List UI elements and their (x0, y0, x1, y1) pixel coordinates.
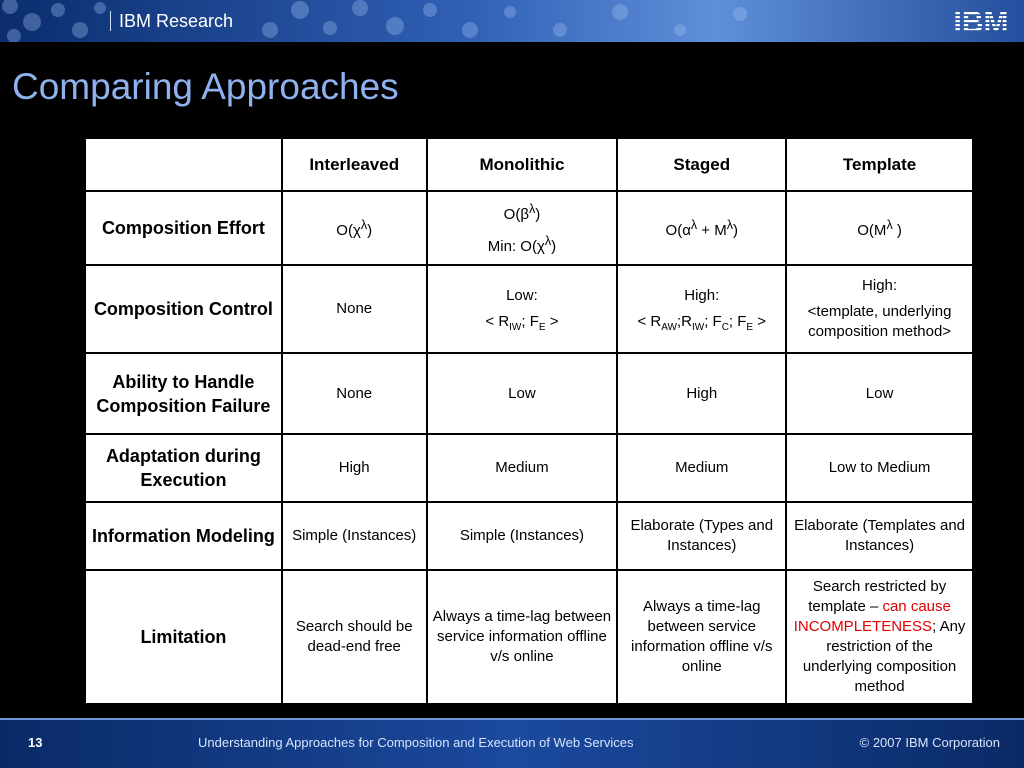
corner-header (85, 138, 282, 191)
table-cell: Simple (Instances) (427, 502, 618, 570)
table-row (85, 353, 973, 434)
cell-line: High: (862, 277, 898, 294)
footer-note: Understanding Approaches for Composition and Execution of Web Services (198, 735, 634, 750)
table-row (85, 570, 973, 704)
table-cell: Elaborate (Types and Instances) (617, 502, 786, 570)
table-cell: Low (786, 353, 973, 434)
table-cell: High (282, 434, 427, 502)
table-cell: $O(\chi^\lambda)$ (282, 191, 427, 265)
cell-line: < $R_{AW};R_{IW}$; $F_C$; $F_E$ > (637, 313, 767, 333)
column-header-monolithic: Monolithic (427, 138, 618, 191)
table-cell (427, 265, 618, 353)
table-row (85, 191, 973, 265)
cell-line: <template, underlying composition method> (807, 303, 952, 340)
table-cell: Always a time-lag between service information offline v/s online (617, 570, 786, 704)
row-header: Composition Control (85, 265, 282, 353)
page-title: Comparing Approaches (12, 66, 399, 107)
table-header-row (85, 138, 973, 191)
table-cell: Simple (Instances) (282, 502, 427, 570)
cell-line: < $R_{IW}$; $F_E$ > (485, 313, 559, 333)
table-cell: Medium (427, 434, 618, 502)
row-header: Adaptation during Execution (85, 434, 282, 502)
cell-line: Min: $O(\chi^\lambda)$ (487, 234, 557, 255)
table-cell (786, 265, 973, 353)
table-row (85, 434, 973, 502)
row-header: Ability to Handle Composition Failure (85, 353, 282, 434)
table-cell: $O(\alpha^\lambda + M^\lambda)$ (617, 191, 786, 265)
row-header: Information Modeling (85, 502, 282, 570)
comparison-table (84, 137, 974, 705)
page-number: 13 (28, 735, 43, 750)
column-header-template: Template (786, 138, 973, 191)
incompleteness-warning: can cause INCOMPLETENESS (793, 598, 951, 635)
cell-line: High: (684, 287, 720, 304)
ibm-logo (944, 4, 1018, 38)
row-header: Composition Effort (85, 191, 282, 265)
column-header-staged: Staged (617, 138, 786, 191)
brand-label: IBM Research (110, 11, 233, 31)
table-cell: Low to Medium (786, 434, 973, 502)
table-cell: None (282, 353, 427, 434)
table-cell (786, 570, 973, 704)
cell-line: $O(\beta^\lambda)$ (503, 202, 541, 223)
column-header-interleaved: Interleaved (282, 138, 427, 191)
table-cell: Medium (617, 434, 786, 502)
table-cell: Always a time-lag between service information offline v/s online (427, 570, 618, 704)
table-cell (617, 265, 786, 353)
table-cell: Search should be dead-end free (282, 570, 427, 704)
header-bar (0, 0, 1024, 42)
table-cell: Elaborate (Templates and Instances) (786, 502, 973, 570)
cell-text: Search restricted by template – (808, 578, 947, 615)
cell-line: Low: (506, 287, 538, 304)
table-cell (427, 191, 618, 265)
footer-bar (0, 718, 1024, 768)
copyright: © 2007 IBM Corporation (859, 735, 1000, 750)
row-header: Limitation (85, 570, 282, 704)
ibm-logo-text: IBM (953, 6, 1009, 38)
table-row (85, 265, 973, 353)
table-cell: None (282, 265, 427, 353)
cell-text: ; Any restriction of the underlying composition method (802, 618, 966, 695)
table-cell: $O(M^\lambda$ ) (786, 191, 973, 265)
table-cell: Low (427, 353, 618, 434)
table-cell: High (617, 353, 786, 434)
table-row (85, 502, 973, 570)
